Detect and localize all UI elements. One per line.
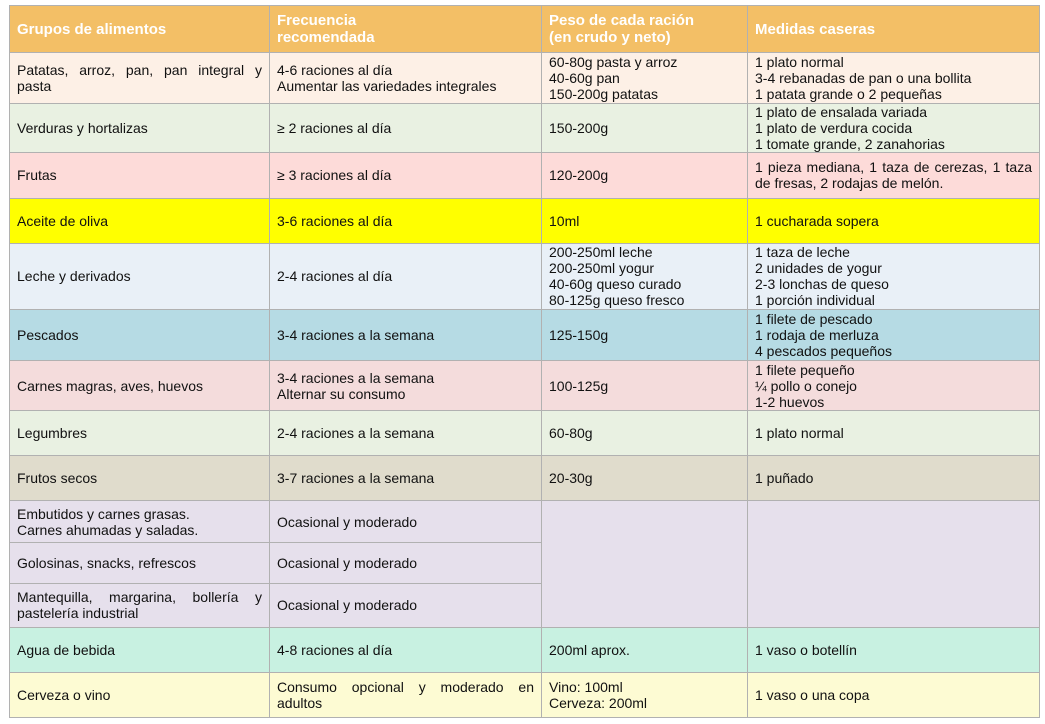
- cell-peso: 60-80g pasta y arroz 40-60g pan 150-200g patatas: [542, 53, 748, 104]
- table-row: [10, 627, 1040, 672]
- cell-medidas: 1 pieza mediana, 1 taza de cerezas, 1 taza de fresas, 2 rodajas de melón.: [748, 153, 1040, 198]
- cell-grupo: Cerveza o vino: [10, 672, 270, 717]
- cell-grupo: Aceite de oliva: [10, 198, 270, 243]
- cell-frecuencia: Consumo opcional y moderado en adultos: [270, 672, 542, 717]
- cell-grupo: Frutos secos: [10, 456, 270, 501]
- cell-peso: 200ml aprox.: [542, 627, 748, 672]
- cell-medidas: 1 vaso o botellín: [748, 627, 1040, 672]
- cell-peso: 100-125g: [542, 360, 748, 410]
- cell-grupo: Legumbres: [10, 411, 270, 456]
- table-row: [10, 672, 1040, 717]
- cell-medidas: 1 vaso o una copa: [748, 672, 1040, 717]
- cell-grupo: Leche y derivados: [10, 243, 270, 309]
- cell-frecuencia: Ocasional y moderado: [270, 543, 542, 583]
- cell-frecuencia: 3-7 raciones a la semana: [270, 456, 542, 501]
- cell-peso: 60-80g: [542, 411, 748, 456]
- cell-frecuencia: 3-4 raciones a la semana Alternar su consumo: [270, 360, 542, 410]
- cell-peso: 200-250ml leche 200-250ml yogur 40-60g queso curado 80-125g queso fresco: [542, 243, 748, 309]
- table-row: [10, 411, 1040, 456]
- cell-frecuencia: ≥ 3 raciones al día: [270, 153, 542, 198]
- table-row: [10, 153, 1040, 198]
- cell-frecuencia: 2-4 raciones al día: [270, 243, 542, 309]
- cell-peso: 125-150g: [542, 309, 748, 360]
- cell-peso: 10ml: [542, 198, 748, 243]
- cell-grupo: Embutidos y carnes grasas. Carnes ahumadas y saladas.: [10, 501, 270, 543]
- header-peso: Peso de cada ración (en crudo y neto): [542, 6, 748, 53]
- cell-medidas-empty: [748, 501, 1040, 627]
- cell-peso: 20-30g: [542, 456, 748, 501]
- food-guide-table: [9, 5, 1040, 718]
- cell-medidas: 1 cucharada sopera: [748, 198, 1040, 243]
- cell-peso: 120-200g: [542, 153, 748, 198]
- cell-frecuencia: 4-8 raciones al día: [270, 627, 542, 672]
- cell-grupo: Verduras y hortalizas: [10, 104, 270, 153]
- header-row: [10, 6, 1040, 53]
- cell-medidas: 1 filete de pescado 1 rodaja de merluza 4 pescados pequeños: [748, 309, 1040, 360]
- cell-peso-empty: [542, 501, 748, 627]
- cell-medidas: 1 plato de ensalada variada 1 plato de verdura cocida 1 tomate grande, 2 zanahorias: [748, 104, 1040, 153]
- cell-medidas: 1 filete pequeño ¼ pollo o conejo 1-2 huevos: [748, 360, 1040, 410]
- header-medidas: Medidas caseras: [748, 6, 1040, 53]
- cell-peso: Vino: 100ml Cerveza: 200ml: [542, 672, 748, 717]
- cell-grupo: Pescados: [10, 309, 270, 360]
- cell-grupo: Carnes magras, aves, huevos: [10, 360, 270, 410]
- cell-grupo: Patatas, arroz, pan, pan integral y pasta: [10, 53, 270, 104]
- cell-frecuencia: Ocasional y moderado: [270, 583, 542, 627]
- cell-peso: 150-200g: [542, 104, 748, 153]
- cell-grupo: Mantequilla, margarina, bollería y pastelería industrial: [10, 583, 270, 627]
- cell-frecuencia: 3-4 raciones a la semana: [270, 309, 542, 360]
- cell-grupo: Golosinas, snacks, refrescos: [10, 543, 270, 583]
- cell-frecuencia: 2-4 raciones a la semana: [270, 411, 542, 456]
- table-row: [10, 243, 1040, 309]
- cell-frecuencia: Ocasional y moderado: [270, 501, 542, 543]
- table-row: [10, 53, 1040, 104]
- cell-frecuencia: ≥ 2 raciones al día: [270, 104, 542, 153]
- table-row: [10, 104, 1040, 153]
- cell-medidas: 1 puñado: [748, 456, 1040, 501]
- cell-grupo: Frutas: [10, 153, 270, 198]
- table-row: [10, 309, 1040, 360]
- cell-medidas: 1 plato normal 3-4 rebanadas de pan o una bollita 1 patata grande o 2 pequeñas: [748, 53, 1040, 104]
- cell-medidas: 1 taza de leche 2 unidades de yogur 2-3 lonchas de queso 1 porción individual: [748, 243, 1040, 309]
- table-row: [10, 360, 1040, 410]
- table-row: [10, 501, 1040, 543]
- table-row: [10, 198, 1040, 243]
- table-row: [10, 456, 1040, 501]
- cell-grupo: Agua de bebida: [10, 627, 270, 672]
- cell-frecuencia: 3-6 raciones al día: [270, 198, 542, 243]
- cell-medidas: 1 plato normal: [748, 411, 1040, 456]
- header-frecuencia: Frecuencia recomendada: [270, 6, 542, 53]
- header-grupos: Grupos de alimentos: [10, 6, 270, 53]
- cell-frecuencia: 4-6 raciones al día Aumentar las variedades integrales: [270, 53, 542, 104]
